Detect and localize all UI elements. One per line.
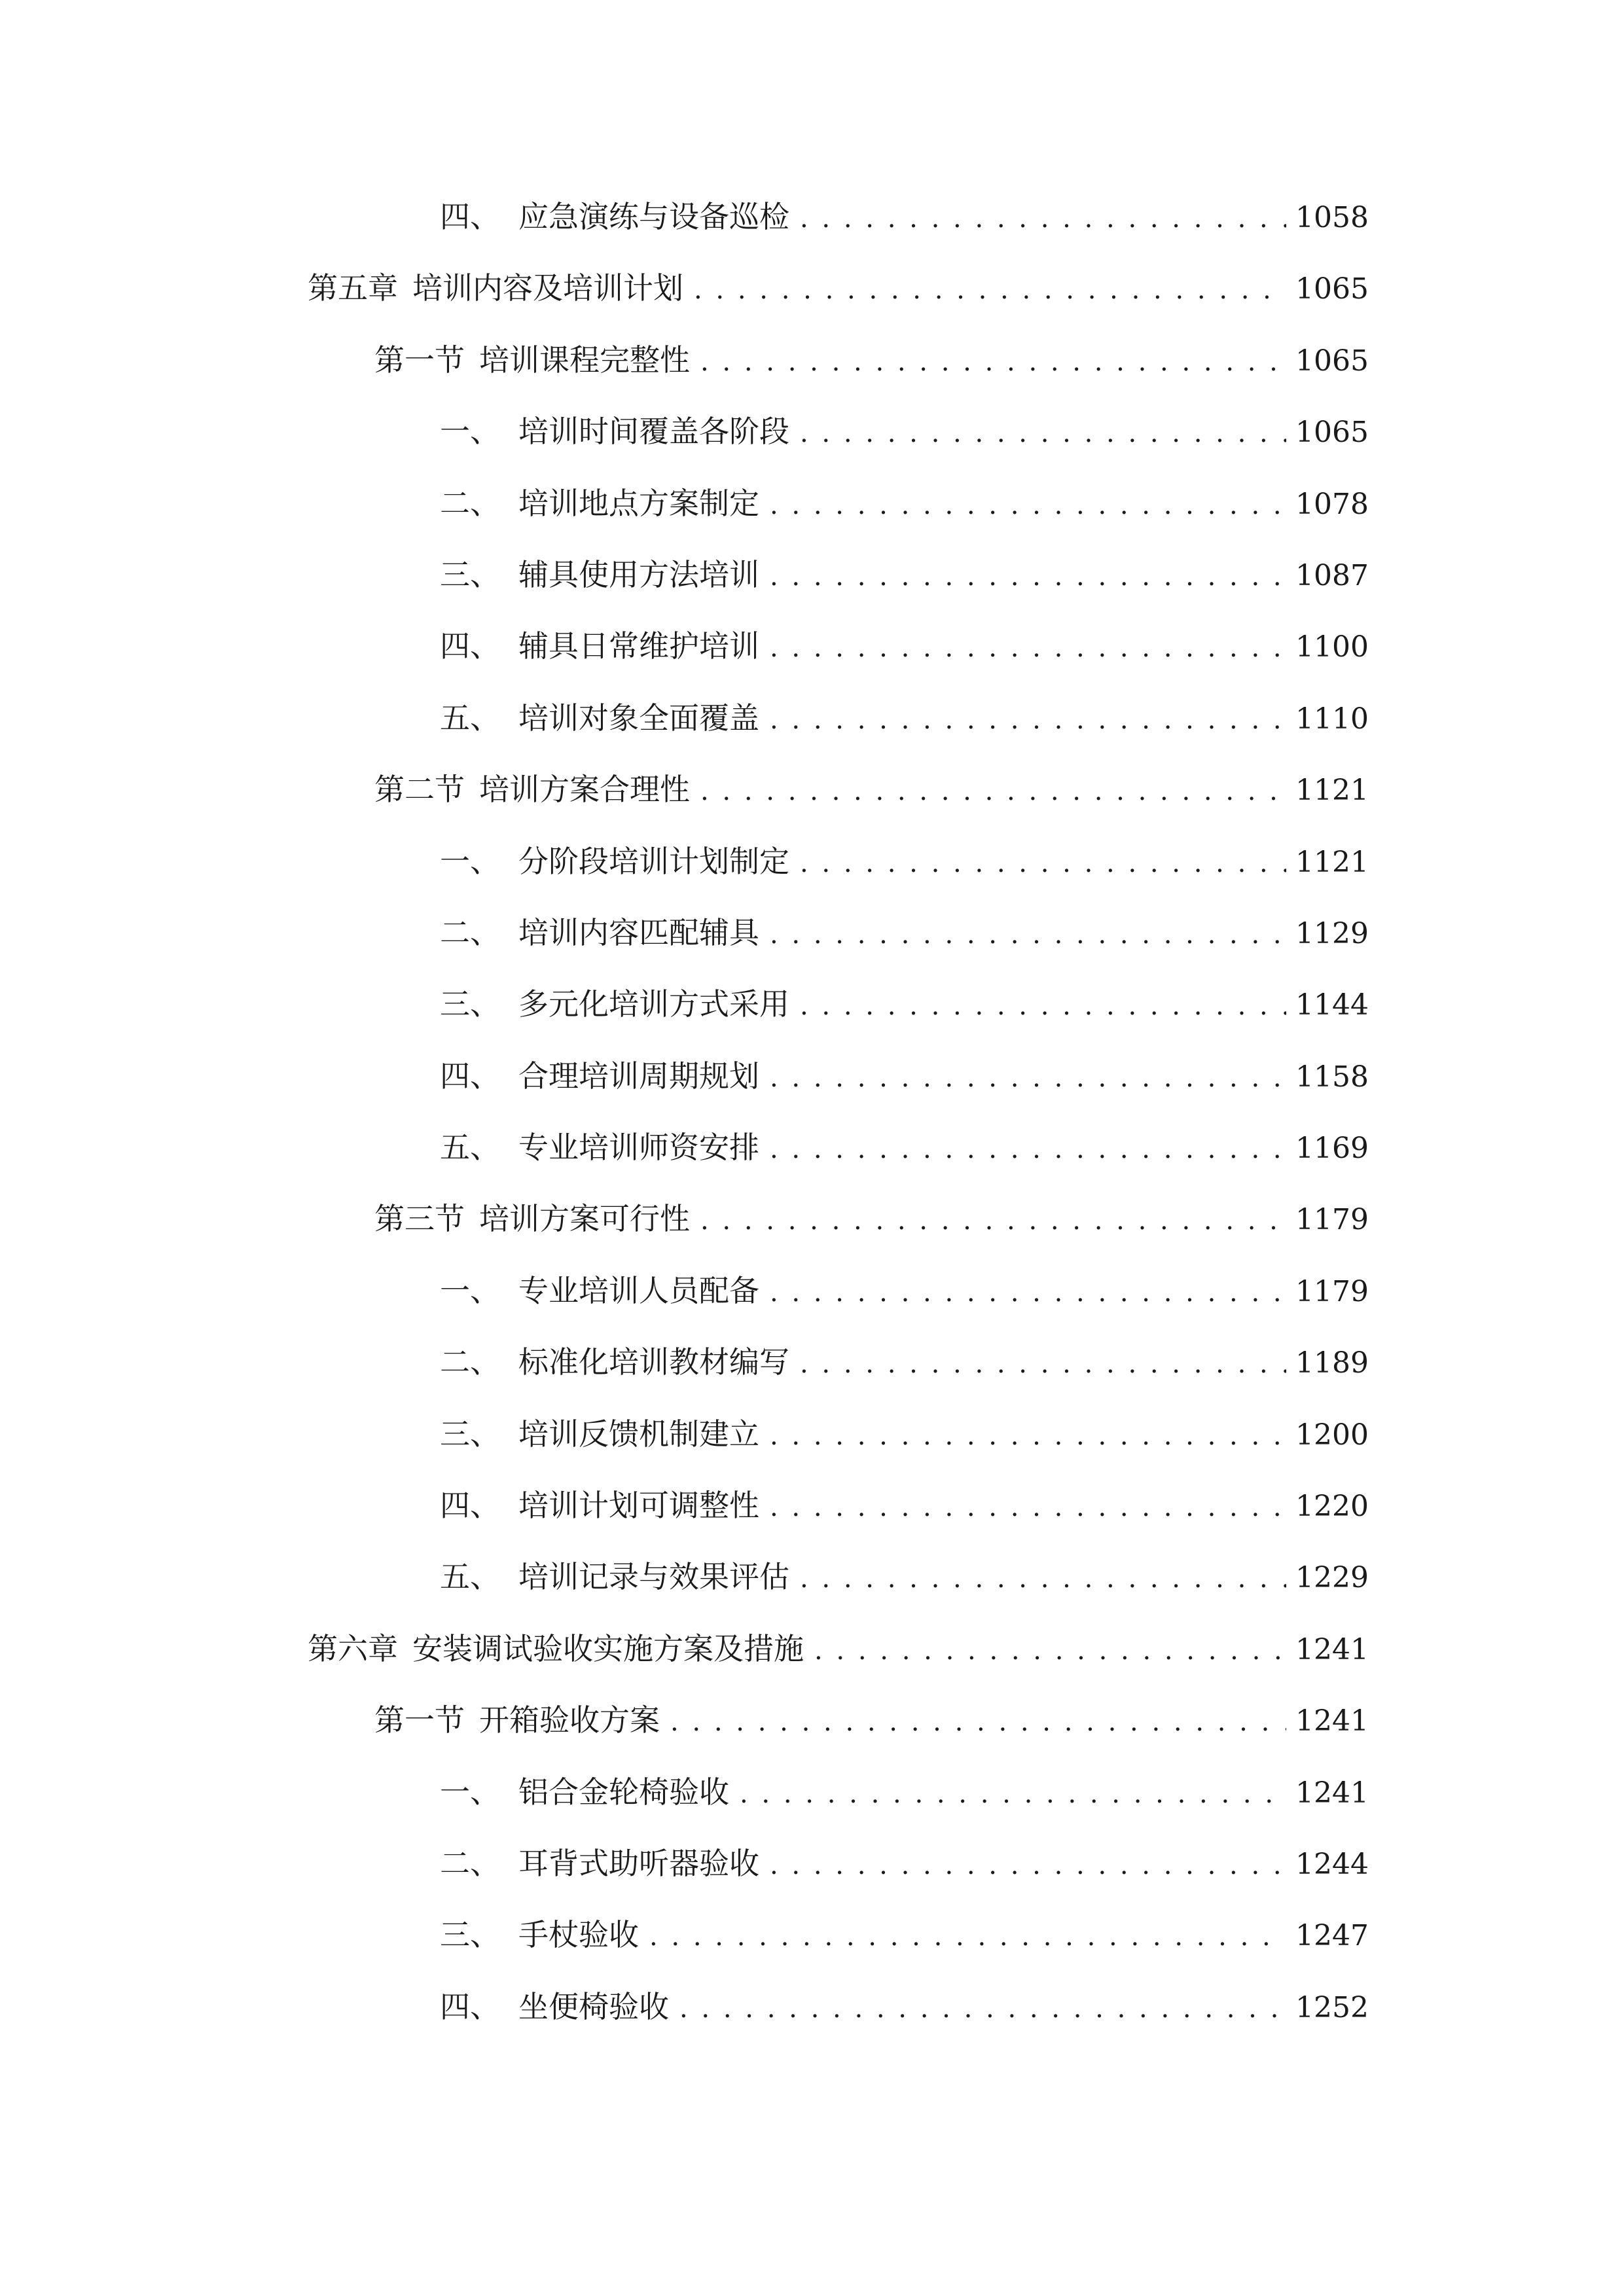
dot-leader bbox=[770, 492, 1286, 518]
toc-page-number: 1078 bbox=[1295, 487, 1369, 521]
toc-entry-title: 安装调试验收实施方案及措施 bbox=[412, 1630, 804, 1666]
toc-entry-title: 专业培训师资安排 bbox=[518, 1130, 759, 1166]
toc-entry[interactable] bbox=[0, 972, 1624, 1043]
toc-entry-title: 培训反馈机制建立 bbox=[518, 1416, 759, 1452]
dot-leader bbox=[670, 1709, 1286, 1735]
toc-page-number: 1244 bbox=[1295, 1847, 1369, 1881]
toc-entry[interactable] bbox=[0, 829, 1624, 901]
toc-entry-title: 开箱验收方案 bbox=[479, 1702, 660, 1738]
toc-entry-number: 一、 bbox=[440, 414, 500, 450]
toc-page-number: 1158 bbox=[1295, 1060, 1369, 1094]
toc-entry-title: 应急演练与设备巡检 bbox=[518, 199, 789, 234]
toc-entry[interactable] bbox=[0, 1831, 1624, 1903]
toc-entry-title: 培训方案可行性 bbox=[479, 1201, 690, 1237]
toc-entry[interactable] bbox=[0, 471, 1624, 543]
toc-page-number: 1241 bbox=[1295, 1632, 1369, 1666]
toc-entry-number: 第六章 bbox=[308, 1630, 398, 1666]
toc-entry[interactable] bbox=[0, 901, 1624, 972]
toc-page-number: 1058 bbox=[1295, 201, 1369, 234]
dot-leader bbox=[770, 564, 1286, 590]
toc-entry-number: 三、 bbox=[440, 1416, 500, 1452]
toc-entry-title: 培训方案合理性 bbox=[479, 772, 690, 808]
toc-entry-title: 培训记录与效果评估 bbox=[518, 1559, 789, 1595]
dot-leader bbox=[800, 206, 1286, 232]
toc-entry-title: 分阶段培训计划制定 bbox=[518, 843, 789, 879]
toc-entry-title: 辅具日常维护培训 bbox=[518, 628, 759, 664]
toc-entry-title: 培训地点方案制定 bbox=[518, 485, 759, 521]
dot-leader bbox=[770, 1136, 1286, 1162]
toc-entry[interactable] bbox=[0, 1545, 1624, 1616]
toc-entry-number: 第一节 bbox=[374, 342, 465, 378]
toc-entry-title: 耳背式助听器验收 bbox=[518, 1845, 759, 1881]
dot-leader bbox=[814, 1638, 1286, 1664]
toc-entry[interactable] bbox=[0, 543, 1624, 614]
toc-entry-number: 二、 bbox=[440, 485, 500, 521]
dot-leader bbox=[770, 1065, 1286, 1091]
dot-leader bbox=[649, 1924, 1286, 1950]
toc-entry[interactable] bbox=[0, 256, 1624, 327]
toc-entry-number: 四、 bbox=[440, 1488, 500, 1524]
toc-entry-title: 合理培训周期规划 bbox=[518, 1058, 759, 1094]
toc-page-number: 1179 bbox=[1295, 1203, 1369, 1237]
toc-page-number: 1121 bbox=[1295, 845, 1369, 879]
toc-entry[interactable] bbox=[0, 1187, 1624, 1258]
toc-entry-number: 三、 bbox=[440, 1917, 500, 1953]
toc-entry-number: 第二节 bbox=[374, 772, 465, 808]
toc-entry-title: 坐便椅验收 bbox=[518, 1988, 669, 2024]
toc-entry-number: 五、 bbox=[440, 1559, 500, 1595]
toc-page-number: 1179 bbox=[1295, 1274, 1369, 1308]
toc-entry-title: 培训时间覆盖各阶段 bbox=[518, 414, 789, 450]
dot-leader bbox=[770, 1852, 1286, 1878]
toc-entry[interactable] bbox=[0, 328, 1624, 399]
toc-page-number: 1252 bbox=[1295, 1990, 1369, 2024]
toc-entry-number: 四、 bbox=[440, 628, 500, 664]
toc-entry-title: 培训计划可调整性 bbox=[518, 1488, 759, 1524]
toc-entry-title: 培训对象全面覆盖 bbox=[518, 700, 759, 736]
dot-leader bbox=[800, 993, 1286, 1019]
dot-leader bbox=[770, 1280, 1286, 1306]
toc-entry[interactable] bbox=[0, 1975, 1624, 2046]
dot-leader bbox=[800, 420, 1286, 446]
dot-leader bbox=[770, 635, 1286, 661]
toc-page-number: 1241 bbox=[1295, 1776, 1369, 1810]
toc-entry-number: 二、 bbox=[440, 1845, 500, 1881]
toc-entry[interactable] bbox=[0, 757, 1624, 829]
toc-entry-title: 专业培训人员配备 bbox=[518, 1272, 759, 1308]
toc-page-number: 1129 bbox=[1295, 916, 1369, 950]
toc-page-number: 1229 bbox=[1295, 1561, 1369, 1595]
toc-entry[interactable] bbox=[0, 614, 1624, 685]
toc-page-number: 1144 bbox=[1295, 988, 1369, 1022]
toc-entry-number: 第一节 bbox=[374, 1702, 465, 1738]
toc-entry[interactable] bbox=[0, 1903, 1624, 1974]
toc-entry-number: 四、 bbox=[440, 1058, 500, 1094]
toc-entry[interactable] bbox=[0, 1115, 1624, 1187]
dot-leader bbox=[700, 778, 1286, 804]
toc-entry-title: 铝合金轮椅验收 bbox=[518, 1774, 729, 1810]
toc-entry-title: 辅具使用方法培训 bbox=[518, 556, 759, 592]
dot-leader bbox=[700, 349, 1286, 375]
toc-page-number: 1110 bbox=[1295, 702, 1369, 736]
toc-page-number: 1200 bbox=[1295, 1418, 1369, 1452]
toc-entry-number: 二、 bbox=[440, 914, 500, 950]
toc-entry-number: 二、 bbox=[440, 1344, 500, 1380]
toc-entry[interactable] bbox=[0, 1259, 1624, 1330]
toc-entry[interactable] bbox=[0, 1617, 1624, 1688]
toc-entry[interactable] bbox=[0, 399, 1624, 471]
toc-page-number: 1220 bbox=[1295, 1490, 1369, 1524]
toc-entry[interactable] bbox=[0, 686, 1624, 757]
toc-entry[interactable] bbox=[0, 1330, 1624, 1401]
dot-leader bbox=[700, 1208, 1286, 1234]
toc-page-number: 1121 bbox=[1295, 774, 1369, 808]
toc-entry-number: 一、 bbox=[440, 1272, 500, 1308]
dot-leader bbox=[800, 1351, 1286, 1377]
toc-entry[interactable] bbox=[0, 1688, 1624, 1759]
toc-entry-title: 培训内容匹配辅具 bbox=[518, 914, 759, 950]
toc-entry-title: 标准化培训教材编写 bbox=[518, 1344, 789, 1380]
toc-entry-number: 第三节 bbox=[374, 1201, 465, 1237]
toc-entry[interactable] bbox=[0, 1044, 1624, 1115]
toc-entry-title: 培训课程完整性 bbox=[479, 342, 690, 378]
toc-entry-number: 一、 bbox=[440, 1774, 500, 1810]
toc-entry-number: 第五章 bbox=[308, 270, 398, 306]
toc-entry[interactable] bbox=[0, 1402, 1624, 1473]
toc-page-number: 1189 bbox=[1295, 1346, 1369, 1380]
toc-page-number: 1065 bbox=[1295, 344, 1369, 378]
dot-leader bbox=[770, 1494, 1286, 1520]
dot-leader bbox=[694, 277, 1286, 303]
toc-page-number: 1065 bbox=[1295, 416, 1369, 450]
toc-entry[interactable] bbox=[0, 1760, 1624, 1831]
dot-leader bbox=[770, 922, 1286, 948]
dot-leader bbox=[679, 1996, 1286, 2022]
toc-page-number: 1065 bbox=[1295, 272, 1369, 306]
toc-entry[interactable] bbox=[0, 1473, 1624, 1545]
dot-leader bbox=[770, 1423, 1286, 1449]
toc-page-number: 1169 bbox=[1295, 1132, 1369, 1166]
dot-leader bbox=[740, 1781, 1286, 1807]
toc-entry-number: 三、 bbox=[440, 556, 500, 592]
toc-page-number: 1241 bbox=[1295, 1704, 1369, 1738]
toc-page-number: 1100 bbox=[1295, 630, 1369, 664]
toc-entry-number: 五、 bbox=[440, 700, 500, 736]
dot-leader bbox=[800, 850, 1286, 876]
toc-entry-title: 培训内容及培训计划 bbox=[412, 270, 683, 306]
toc-entry-number: 三、 bbox=[440, 986, 500, 1022]
dot-leader bbox=[800, 1566, 1286, 1592]
toc-entry-title: 手杖验收 bbox=[518, 1917, 639, 1953]
table-of-contents bbox=[0, 185, 1624, 2046]
toc-entry[interactable] bbox=[0, 185, 1624, 256]
dot-leader bbox=[770, 707, 1286, 733]
toc-entry-number: 四、 bbox=[440, 199, 500, 234]
toc-entry-number: 五、 bbox=[440, 1130, 500, 1166]
toc-page-number: 1247 bbox=[1295, 1919, 1369, 1953]
toc-entry-number: 一、 bbox=[440, 843, 500, 879]
toc-entry-title: 多元化培训方式采用 bbox=[518, 986, 789, 1022]
toc-entry-number: 四、 bbox=[440, 1988, 500, 2024]
toc-page-number: 1087 bbox=[1295, 558, 1369, 592]
